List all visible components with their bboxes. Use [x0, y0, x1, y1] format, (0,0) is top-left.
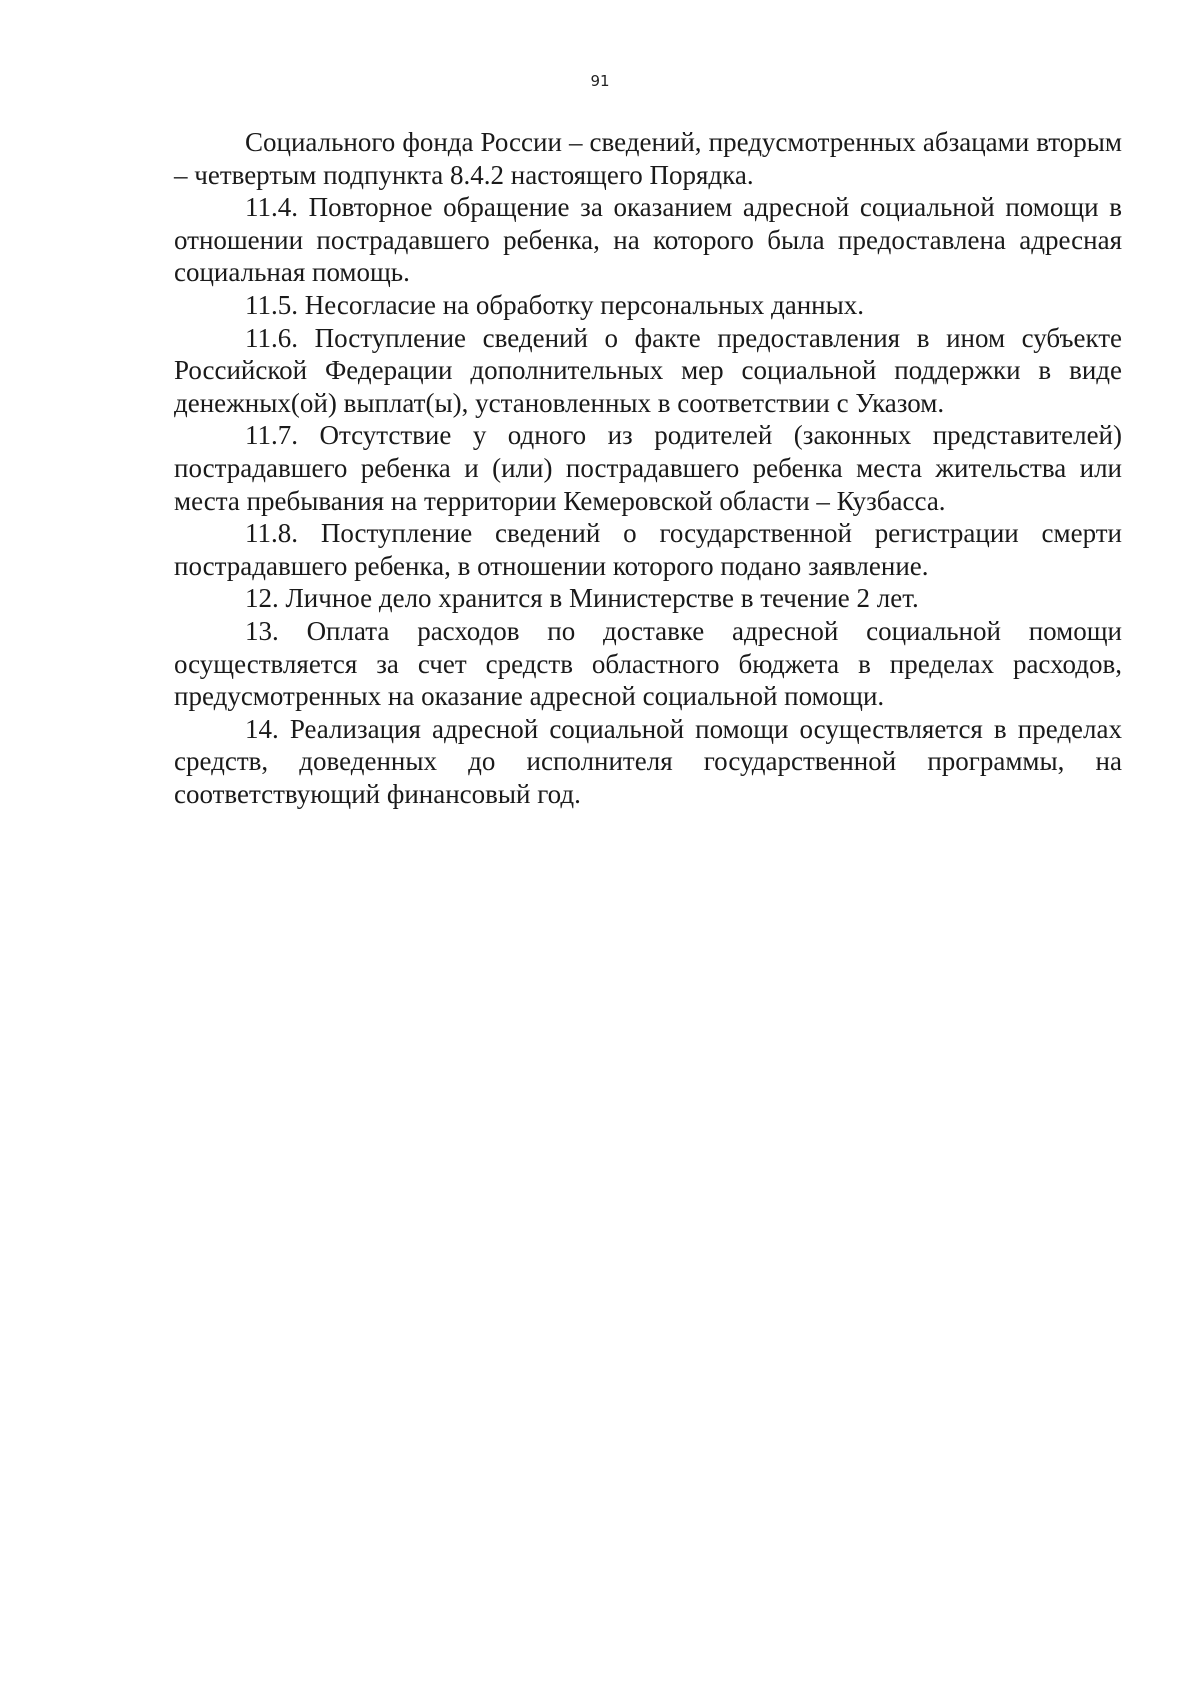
document-body [174, 126, 1122, 810]
paragraph-11-4: 11.4. Повторное обращение за оказанием адресной социальной помощи в отношении пострадавшего ребенка, на которого была предоставлена адресная социальная помощь. [174, 192, 1122, 288]
paragraph-13: 13. Оплата расходов по доставке адресной социальной помощи осуществляется за счет средств областного бюджета в пределах расходов, предусмотренных на оказание адресной социальной помощи. [174, 615, 1122, 712]
paragraph-continuation: Социального фонда России – сведений, предусмотренных абзацами вторым – четвертым подпункта 8.4.2 настоящего Порядка. [174, 127, 1122, 190]
paragraph-11-8: 11.8. Поступление сведений о государственной регистрации смерти пострадавшего ребенка, в отношении которого подано заявление. [174, 518, 1122, 581]
paragraph-14: 14. Реализация адресной социальной помощи осуществляется в пределах средств, доведенных до исполнителя государственной программы, на соответствующий финансовый год. [174, 713, 1122, 809]
paragraph-11-7: 11.7. Отсутствие у одного из родителей (законных представителей) пострадавшего ребенка и (или) пострадавшего ребенка места жительства или места пребывания на территории Кемеровской области – Кузбасса. [174, 420, 1122, 516]
paragraph-11-6: 11.6. Поступление сведений о факте предоставления в ином субъекте Российской Федерации дополнительных мер социальной поддержки в виде денежных(ой) выплат(ы), установленных в соответствии с Указом. [174, 322, 1122, 418]
page-number: 91 [590, 72, 610, 90]
paragraph-12: 12. Личное дело хранится в Министерстве в течение 2 лет. [245, 583, 919, 614]
paragraph-11-5: 11.5. Несогласие на обработку персональных данных. [245, 289, 865, 320]
